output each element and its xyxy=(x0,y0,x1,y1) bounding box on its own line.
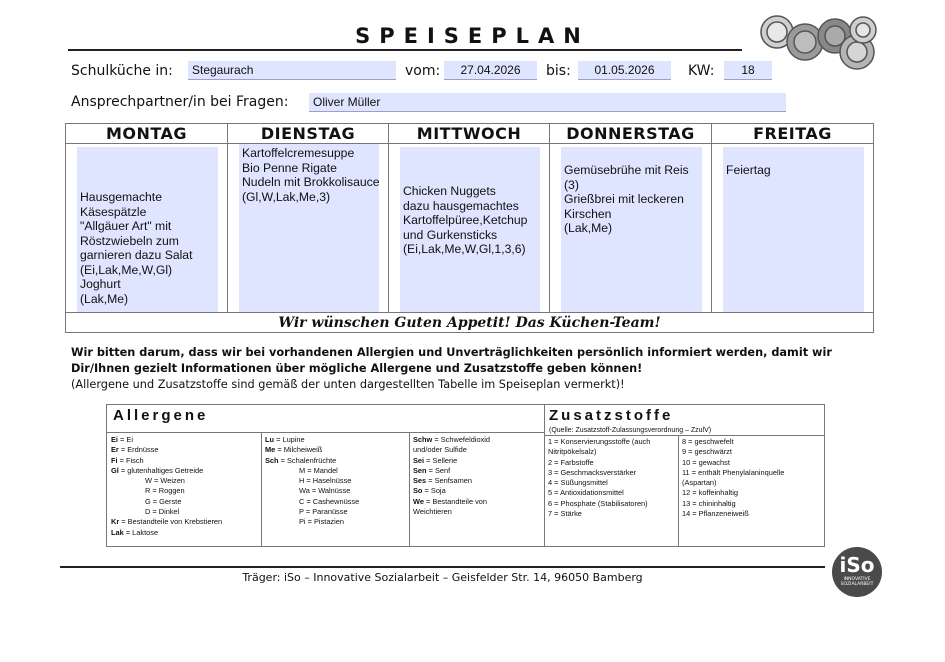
additive-entry: 6 = Phosphate (Stabilisatoren) xyxy=(548,498,648,508)
allergen-entry xyxy=(111,466,222,476)
menu-line: garnieren dazu Salat xyxy=(80,248,193,262)
from-date-field[interactable]: 27.04.2026 xyxy=(444,61,537,80)
menu-box-monday[interactable] xyxy=(77,147,218,312)
allergen-entry xyxy=(265,466,359,476)
additive-entry: 1 = Konservierungsstoffe (auch xyxy=(548,437,651,446)
notice-bold-line-2: Dir/Ihnen gezielt Informationen über mögliche Allergene und Zusatzstoffe geben können! xyxy=(71,362,643,375)
allergen-code: So xyxy=(413,486,423,496)
menu-line: Grießbrei mit leckeren xyxy=(564,192,684,206)
allergen-entry xyxy=(265,476,359,486)
table-divider xyxy=(107,432,544,433)
allergen-text: Wa = Walnüsse xyxy=(299,486,351,496)
menu-cell-friday xyxy=(712,144,874,313)
allergen-text: = Schalenfrüchte xyxy=(280,455,337,465)
allergen-text: = Senf xyxy=(428,465,451,475)
allergen-code: Lu xyxy=(265,435,275,444)
menu-line: Gemüsebrühe mit Reis xyxy=(564,163,689,177)
allergen-entry xyxy=(111,517,222,527)
allergen-entry xyxy=(265,456,359,466)
allergen-text: = Bestandteile von xyxy=(426,496,488,506)
additive-entry: 2 = Farbstoffe xyxy=(548,457,594,467)
contact-label: Ansprechpartner/in bei Fragen: xyxy=(71,94,289,110)
day-header-monday: MONTAG xyxy=(66,124,228,144)
allergen-entry xyxy=(413,456,490,466)
allergen-entry xyxy=(111,476,222,486)
allergen-entry xyxy=(413,507,490,517)
kitchen-label: Schulküche in: xyxy=(71,63,173,79)
allergen-entry xyxy=(413,435,490,445)
additive-entry: (Aspartan) xyxy=(682,478,717,488)
allergen-code: Sei xyxy=(413,455,425,465)
additives-title: Zusatzstoffe xyxy=(549,407,674,424)
additive-entry: 14 = Pflanzeneiweiß xyxy=(682,509,749,519)
allergen-text: = Ei xyxy=(120,435,133,444)
allergen-text: H = Haselnüsse xyxy=(299,476,352,486)
allergen-text: D = Dinkel xyxy=(145,507,180,517)
allergen-entry xyxy=(111,528,222,538)
weekly-menu-table xyxy=(65,123,874,333)
additive-entry: 3 = Geschmacksverstärker xyxy=(548,467,637,477)
menu-line: Röstzwiebeln zum xyxy=(80,233,179,248)
additive-column-2 xyxy=(682,437,784,519)
allergens-title: Allergene xyxy=(113,407,209,424)
allergen-table xyxy=(106,404,825,547)
menu-line: Kartoffelpüree,Ketchup xyxy=(403,213,528,228)
allergen-column-3 xyxy=(413,435,490,517)
allergen-text: G = Gerste xyxy=(145,496,182,506)
allergen-text: = Bestandteile von Krebstieren xyxy=(121,517,223,527)
logo-text: iSo xyxy=(839,553,875,577)
allergen-text: W = Weizen xyxy=(145,476,185,486)
menu-line: (Ei,Lak,Me,W,Gl,1,3,6) xyxy=(403,242,526,257)
allergen-entry xyxy=(111,507,222,517)
allergen-text: M = Mandel xyxy=(299,465,338,475)
notice-normal-line: (Allergene und Zusatzstoffe sind gemäß der unten dargestellten Tabelle im Speiseplan vermerkt)! xyxy=(71,378,625,391)
additives-source: (Quelle: Zusatzstoff-Zulassungsverordnung – ZzulV) xyxy=(549,427,712,434)
title-divider xyxy=(68,49,742,51)
allergen-code: Er xyxy=(111,445,119,455)
menu-line: und Gurkensticks xyxy=(403,227,498,242)
allergen-code: Ei xyxy=(111,435,118,444)
menu-cell-tuesday xyxy=(228,144,389,313)
allergen-entry xyxy=(265,507,359,517)
menu-line: Feiertag xyxy=(726,163,771,177)
week-field[interactable]: 18 xyxy=(724,61,772,80)
menu-box-friday[interactable] xyxy=(723,147,864,312)
menu-line: (3) xyxy=(564,177,579,192)
menu-line: (Ei,Lak,Me,W,Gl) xyxy=(80,262,173,277)
menu-line: Chicken Nuggets xyxy=(403,184,496,199)
menu-line: Hausgemachte xyxy=(80,190,162,204)
allergen-entry xyxy=(265,497,359,507)
menu-cell-monday xyxy=(66,144,228,313)
additive-entry: 10 = gewachst xyxy=(682,457,730,467)
allergen-text: R = Roggen xyxy=(145,486,185,496)
menu-box-tuesday[interactable] xyxy=(239,144,379,312)
additive-column-1 xyxy=(548,437,650,519)
menu-line: Kirschen xyxy=(564,206,612,221)
allergen-text: = glutenhaltiges Getreide xyxy=(120,465,204,475)
week-label: KW: xyxy=(688,63,715,79)
allergen-text: C = Cashewnüsse xyxy=(299,496,360,506)
additive-entry: 7 = Stärke xyxy=(548,509,582,519)
to-label: bis: xyxy=(546,63,571,79)
allergen-entry xyxy=(111,486,222,496)
allergen-code: Sen xyxy=(413,465,427,475)
table-divider xyxy=(261,432,262,546)
allergen-text: = Schwefeldioxid xyxy=(434,435,491,444)
additive-entry: 8 = geschwefelt xyxy=(682,437,734,446)
allergen-text: = Milcheiweiß xyxy=(277,445,323,455)
menu-line: Käsespätzle xyxy=(80,204,147,219)
menu-line: (Lak,Me) xyxy=(80,291,129,306)
allergen-text: P = Paranüsse xyxy=(299,507,348,517)
kitchen-field[interactable]: Stegaurach xyxy=(188,61,396,80)
allergen-text: = Sellerie xyxy=(426,455,458,465)
table-divider xyxy=(544,405,545,546)
day-header-friday: FREITAG xyxy=(712,124,874,144)
allergen-code: Lak xyxy=(111,527,124,537)
allergen-entry xyxy=(111,456,222,466)
allergen-code: Fi xyxy=(111,455,118,465)
day-menu-row xyxy=(66,144,874,313)
additive-entry: 13 = chininhaltig xyxy=(682,498,736,508)
notice-bold-line-1: Wir bitten darum, dass wir bei vorhandenen Allergien und Unverträglichkeiten persönlich informiert werden, damit wir xyxy=(71,346,832,359)
allergen-text: = Laktose xyxy=(125,527,159,537)
allergen-entry xyxy=(413,445,490,455)
allergen-code: Schw xyxy=(413,435,433,444)
day-header-tuesday: DIENSTAG xyxy=(228,124,389,144)
to-date-field[interactable]: 01.05.2026 xyxy=(578,61,671,80)
menu-line: Kartoffelcremesuppe xyxy=(242,146,355,160)
allergen-text: = Soja xyxy=(424,486,446,496)
day-header-row xyxy=(66,124,874,144)
wish-text: Wir wünschen Guten Appetit! Das Küchen-Team! xyxy=(66,313,874,333)
additive-entry: 12 = koffeinhaltig xyxy=(682,488,738,498)
allergen-entry xyxy=(413,497,490,507)
table-divider xyxy=(409,432,410,546)
menu-cell-wednesday xyxy=(389,144,550,313)
table-divider xyxy=(678,435,679,546)
allergen-column-2 xyxy=(265,435,359,528)
allergen-text: Weichtieren xyxy=(413,507,452,517)
allergen-text: = Fisch xyxy=(119,455,144,465)
menu-box-thursday[interactable] xyxy=(561,147,702,312)
wish-row xyxy=(66,313,874,333)
allergen-code: Me xyxy=(265,445,276,455)
menu-line: Nudeln mit Brokkolisauce xyxy=(242,175,380,189)
allergen-entry xyxy=(265,435,359,445)
allergen-column-1 xyxy=(111,435,222,538)
contact-field[interactable]: Oliver Müller xyxy=(309,93,786,112)
additive-entry: 9 = geschwärzt xyxy=(682,447,732,457)
allergen-code: Gl xyxy=(111,465,119,475)
allergen-entry xyxy=(111,435,222,445)
allergen-code: Sch xyxy=(265,455,279,465)
from-label: vom: xyxy=(405,63,441,79)
allergen-text: = Erdnüsse xyxy=(120,445,159,455)
additive-entry: 4 = Süßungsmittel xyxy=(548,478,608,488)
logo-subtext-1: INNOVATIVE xyxy=(843,577,871,582)
menu-line: (Lak,Me) xyxy=(564,221,613,235)
allergen-entry xyxy=(111,445,222,455)
footer-text: Träger: iSo – Innovative Sozialarbeit – Geisfelder Str. 14, 96050 Bamberg xyxy=(242,571,643,584)
menu-line: "Allgäuer Art" mit xyxy=(80,219,172,233)
menu-line: (Gl,W,Lak,Me,3) xyxy=(242,189,331,204)
plates-icon xyxy=(755,14,885,72)
allergen-code: Kr xyxy=(111,517,120,527)
additive-entry: Nitritpökelsalz) xyxy=(548,447,597,457)
allergen-code: We xyxy=(413,496,424,506)
allergen-entry xyxy=(265,517,359,527)
menu-cell-thursday xyxy=(550,144,712,313)
day-header-wednesday: MITTWOCH xyxy=(389,124,550,144)
iso-logo xyxy=(832,547,882,597)
menu-box-wednesday[interactable] xyxy=(400,147,540,312)
allergen-entry xyxy=(413,476,490,486)
day-header-thursday: DONNERSTAG xyxy=(550,124,712,144)
menu-line: Bio Penne Rigate xyxy=(242,160,337,175)
allergen-entry xyxy=(265,486,359,496)
additive-entry: 11 = enthält Phenylalaninquelle xyxy=(682,467,785,477)
table-divider xyxy=(544,435,824,436)
allergy-notice xyxy=(71,345,871,393)
allergen-entry xyxy=(413,486,490,496)
logo-subtext-2: SOZIALARBEIT xyxy=(840,582,874,587)
menu-line: Joghurt xyxy=(80,277,121,291)
allergen-code: Ses xyxy=(413,476,427,486)
allergen-text: Pi = Pistazien xyxy=(299,517,344,527)
page-title: SPEISEPLAN xyxy=(355,24,590,48)
footer-divider xyxy=(60,566,825,568)
allergen-text: = Senfsamen xyxy=(428,476,472,486)
allergen-text: = Lupine xyxy=(276,435,305,444)
allergen-text: und/oder Sulfide xyxy=(413,445,467,455)
additive-entry: 5 = Antioxidationsmittel xyxy=(548,488,624,498)
allergen-entry xyxy=(111,497,222,507)
allergen-entry xyxy=(413,466,490,476)
allergen-entry xyxy=(265,445,359,455)
menu-line: dazu hausgemachtes xyxy=(403,198,519,213)
